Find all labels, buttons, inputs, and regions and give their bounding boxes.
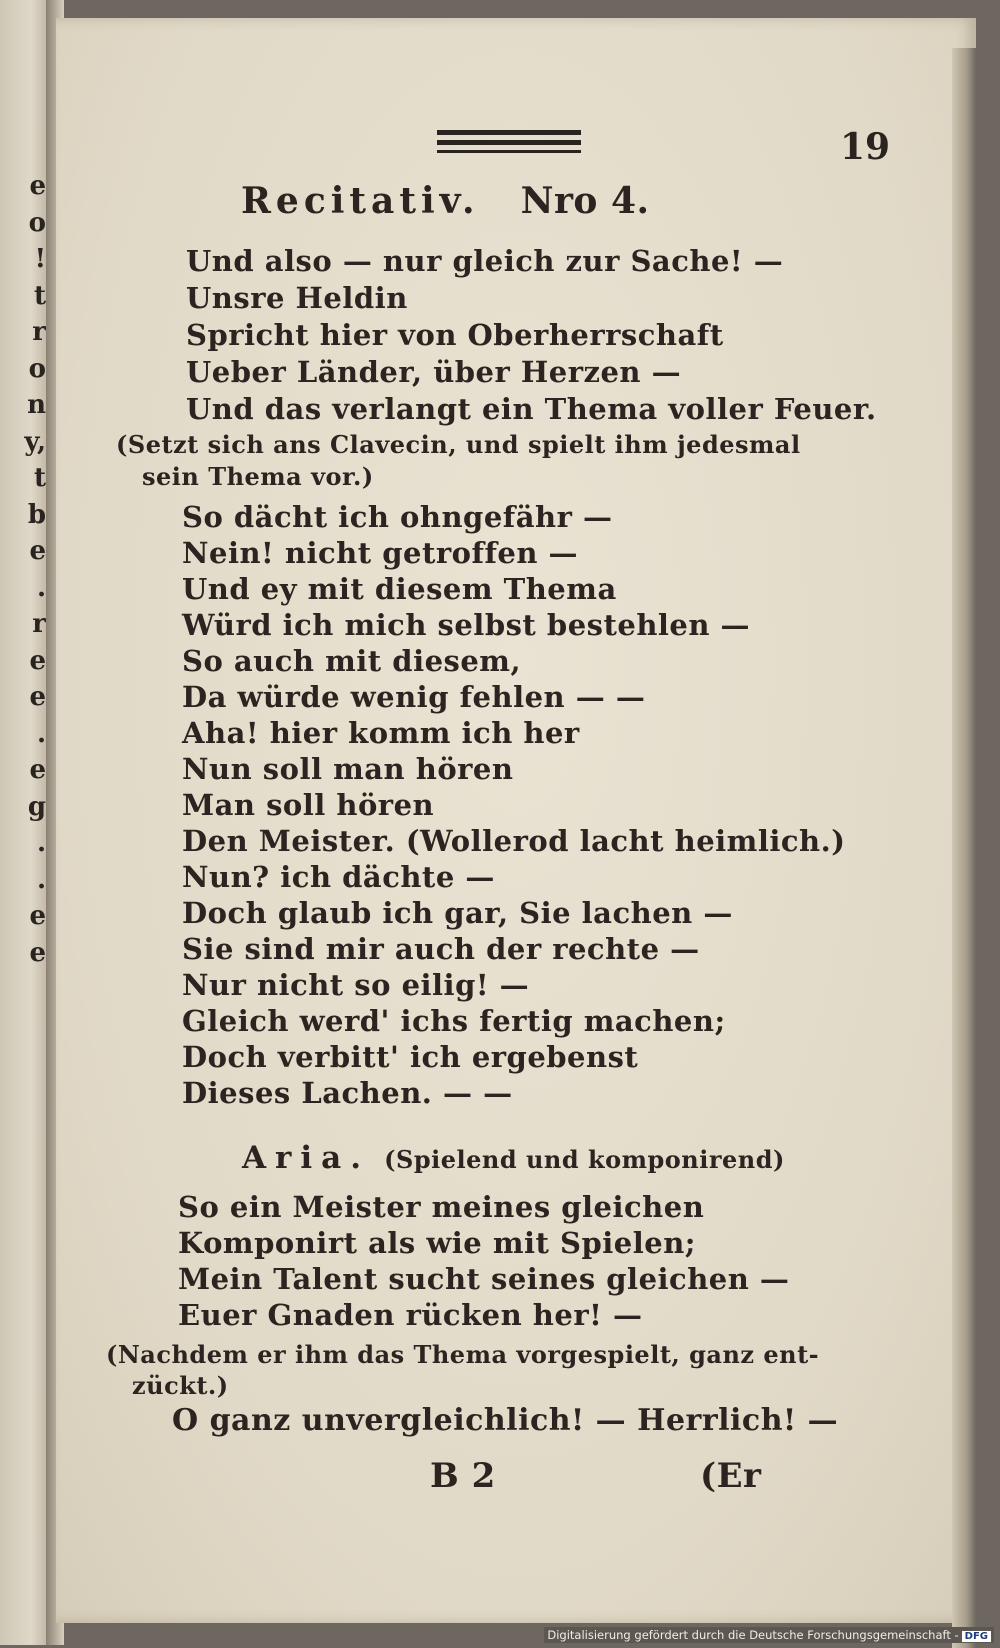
stage-direction-line: (Setzt sich ans Clavecin, und spielt ihm jedesmal	[116, 430, 801, 459]
book-page	[56, 18, 976, 1623]
left-char: y,	[24, 426, 46, 457]
left-page-text	[6, 168, 46, 971]
left-page-edge	[0, 0, 52, 1645]
left-char: n	[27, 390, 46, 420]
verse-line: Komponirt als wie mit Spielen;	[178, 1226, 696, 1260]
left-char: e	[29, 937, 46, 968]
verse-line: Aha! hier komm ich her	[182, 716, 580, 750]
verse-line: Doch glaub ich gar, Sie lachen —	[182, 896, 733, 930]
aria-label: Aria.	[242, 1140, 371, 1176]
verse-line: Dieses Lachen. — —	[182, 1076, 513, 1110]
section-heading	[241, 180, 650, 222]
verse-line: So auch mit diesem,	[182, 644, 522, 678]
heading-number: Nro 4.	[520, 180, 650, 222]
verse-line: Nun soll man hören	[182, 752, 514, 786]
left-char: e	[29, 901, 46, 931]
dfg-logo: DFG	[962, 1631, 991, 1642]
digitization-credit	[544, 1627, 994, 1643]
aria-heading	[242, 1140, 785, 1176]
verse-line: Und ey mit diesem Thema	[182, 572, 617, 606]
page-edge-shadow	[952, 48, 976, 1648]
verse-line: So dächt ich ohngefähr —	[182, 500, 613, 534]
verse-line: Spricht hier von Oberherrschaft	[186, 318, 724, 352]
left-char: b	[27, 499, 46, 530]
left-char: e	[29, 645, 46, 676]
left-char: g	[27, 791, 46, 822]
verse-line: Unsre Heldin	[186, 281, 408, 315]
verse-line: Nur nicht so eilig! —	[182, 968, 530, 1002]
verse-line: Doch verbitt' ich ergebenst	[182, 1040, 639, 1074]
verse-line: Euer Gnaden rücken her! —	[178, 1298, 643, 1332]
left-char: .	[36, 718, 46, 749]
verse-line: Mein Talent sucht seines gleichen —	[178, 1262, 790, 1296]
left-char: .	[36, 572, 46, 603]
page-number: 19	[840, 126, 891, 168]
left-char: o	[28, 207, 46, 238]
ornamental-rule	[437, 150, 581, 153]
left-char: .	[36, 864, 46, 895]
left-char: .	[36, 828, 46, 858]
left-char: r	[32, 609, 46, 639]
verse-line: Und das verlangt ein Thema voller Feuer.	[186, 392, 877, 426]
left-char: t	[33, 463, 46, 493]
stage-direction-line: sein Thema vor.)	[142, 462, 374, 491]
heading-label: Recitativ.	[241, 180, 480, 222]
left-char: e	[29, 755, 46, 785]
verse-line: Nun? ich dächte —	[182, 860, 495, 894]
verse-line: Ueber Länder, über Herzen —	[186, 355, 682, 389]
left-char: !	[34, 244, 46, 274]
verse-line: Nein! nicht getroffen —	[182, 536, 579, 570]
left-char: e	[29, 171, 46, 201]
left-char: e	[29, 682, 46, 712]
left-char: o	[28, 353, 46, 384]
closing-line: O ganz unvergleichlich! — Herrlich! —	[172, 1403, 839, 1438]
left-char: r	[32, 317, 46, 347]
verse-line: Da würde wenig fehlen — —	[182, 680, 646, 714]
verse-line: So ein Meister meines gleichen	[178, 1190, 705, 1224]
verse-line: Den Meister. (Wollerod lacht heimlich.)	[182, 824, 846, 858]
verse-line: Sie sind mir auch der rechte —	[182, 932, 700, 966]
verse-line: Und also — nur gleich zur Sache! —	[186, 244, 784, 278]
ornamental-rule	[437, 140, 581, 145]
left-char: e	[29, 536, 46, 566]
left-char: t	[33, 280, 46, 311]
verse-line: Man soll hören	[182, 788, 435, 822]
stage-direction-line: (Nachdem er ihm das Thema vorgespielt, ganz ent-	[106, 1340, 820, 1369]
aria-direction: (Spielend und komponirend)	[384, 1145, 785, 1174]
verse-line: Gleich werd' ichs fertig machen;	[182, 1004, 726, 1038]
verse-line: Würd ich mich selbst bestehlen —	[182, 608, 751, 642]
credit-text: Digitalisierung gefördert durch die Deutsche Forschungsgemeinschaft -	[547, 1628, 959, 1642]
catchword: (Er	[700, 1456, 762, 1496]
ornamental-rule	[437, 130, 581, 135]
signature-mark: B 2	[430, 1456, 496, 1496]
stage-direction-line: zückt.)	[132, 1371, 229, 1400]
